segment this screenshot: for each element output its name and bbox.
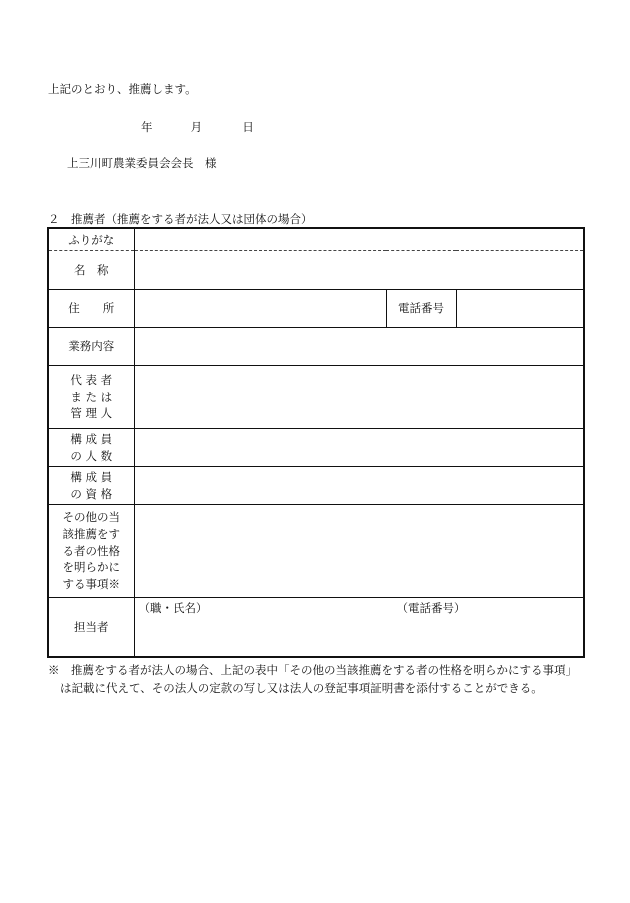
footnote bbox=[48, 661, 588, 698]
member-count-row bbox=[48, 429, 584, 467]
representative-row bbox=[48, 366, 584, 429]
business-label: 業務内容 bbox=[48, 328, 134, 366]
representative-label bbox=[48, 366, 134, 429]
member-qualification-field[interactable] bbox=[134, 467, 584, 505]
furigana-row bbox=[48, 228, 584, 251]
business-row bbox=[48, 328, 584, 366]
member-qualification-label-line-1: 構 成 員 bbox=[70, 469, 113, 484]
phone-field[interactable] bbox=[456, 290, 584, 328]
furigana-label: ふりがな bbox=[48, 228, 134, 251]
date-year: 年 bbox=[141, 120, 153, 134]
date-day: 日 bbox=[242, 120, 254, 134]
member-count-label-line-1: 構 成 員 bbox=[70, 431, 113, 446]
contact-phone-caption: （電話番号） bbox=[396, 601, 466, 615]
name-label: 名 称 bbox=[48, 251, 134, 290]
representative-label-line-2: ま た は bbox=[70, 389, 113, 404]
date-month: 月 bbox=[190, 120, 203, 134]
contact-row bbox=[48, 598, 584, 658]
member-count-label-line-2: の 人 数 bbox=[70, 448, 113, 463]
address-field[interactable] bbox=[134, 290, 386, 328]
recommender-form-table bbox=[47, 227, 585, 658]
footnote-line-2: は記載に代えて、その法人の定款の写し又は法人の登記事項証明書を添付することができる。 bbox=[60, 681, 543, 696]
member-count-field[interactable] bbox=[134, 429, 584, 467]
member-qualification-label-line-2: の 資 格 bbox=[70, 486, 113, 501]
representative-label-line-1: 代 表 者 bbox=[70, 372, 113, 387]
other-matters-label-line-1: その他の当 bbox=[62, 510, 120, 525]
other-matters-label-line-5: する事項※ bbox=[62, 577, 120, 591]
member-count-label bbox=[48, 429, 134, 467]
phone-label: 電話番号 bbox=[386, 290, 456, 328]
address-row bbox=[48, 290, 584, 328]
member-qualification-row bbox=[48, 467, 584, 505]
address-label: 住 所 bbox=[48, 290, 134, 328]
contact-field[interactable] bbox=[134, 598, 584, 658]
other-matters-row bbox=[48, 505, 584, 598]
name-row bbox=[48, 251, 584, 290]
addressee: 上三川町農業委員会会長 様 bbox=[67, 156, 217, 170]
intro-text: 上記のとおり、推薦します。 bbox=[48, 82, 197, 96]
contact-role-caption: （職・氏名） bbox=[138, 601, 208, 615]
other-matters-label-line-3: る者の性格 bbox=[62, 543, 120, 558]
date-line bbox=[141, 119, 254, 135]
other-matters-label-line-2: 該推薦をす bbox=[62, 526, 120, 541]
business-field[interactable] bbox=[134, 328, 584, 366]
contact-label: 担当者 bbox=[48, 598, 134, 658]
other-matters-label bbox=[48, 505, 134, 598]
member-qualification-label bbox=[48, 467, 134, 505]
representative-field[interactable] bbox=[134, 366, 584, 429]
section-heading: ２ 推薦者（推薦をする者が法人又は団体の場合） bbox=[48, 212, 313, 226]
name-field[interactable] bbox=[134, 251, 584, 290]
other-matters-field[interactable] bbox=[134, 505, 584, 598]
other-matters-label-line-4: を明らかに bbox=[62, 560, 120, 575]
footnote-line-1: ※ 推薦をする者が法人の場合、上記の表中「その他の当該推薦をする者の性格を明らかにする事項」 bbox=[48, 663, 577, 677]
furigana-field[interactable] bbox=[134, 228, 584, 251]
representative-label-line-3: 管 理 人 bbox=[70, 406, 113, 421]
